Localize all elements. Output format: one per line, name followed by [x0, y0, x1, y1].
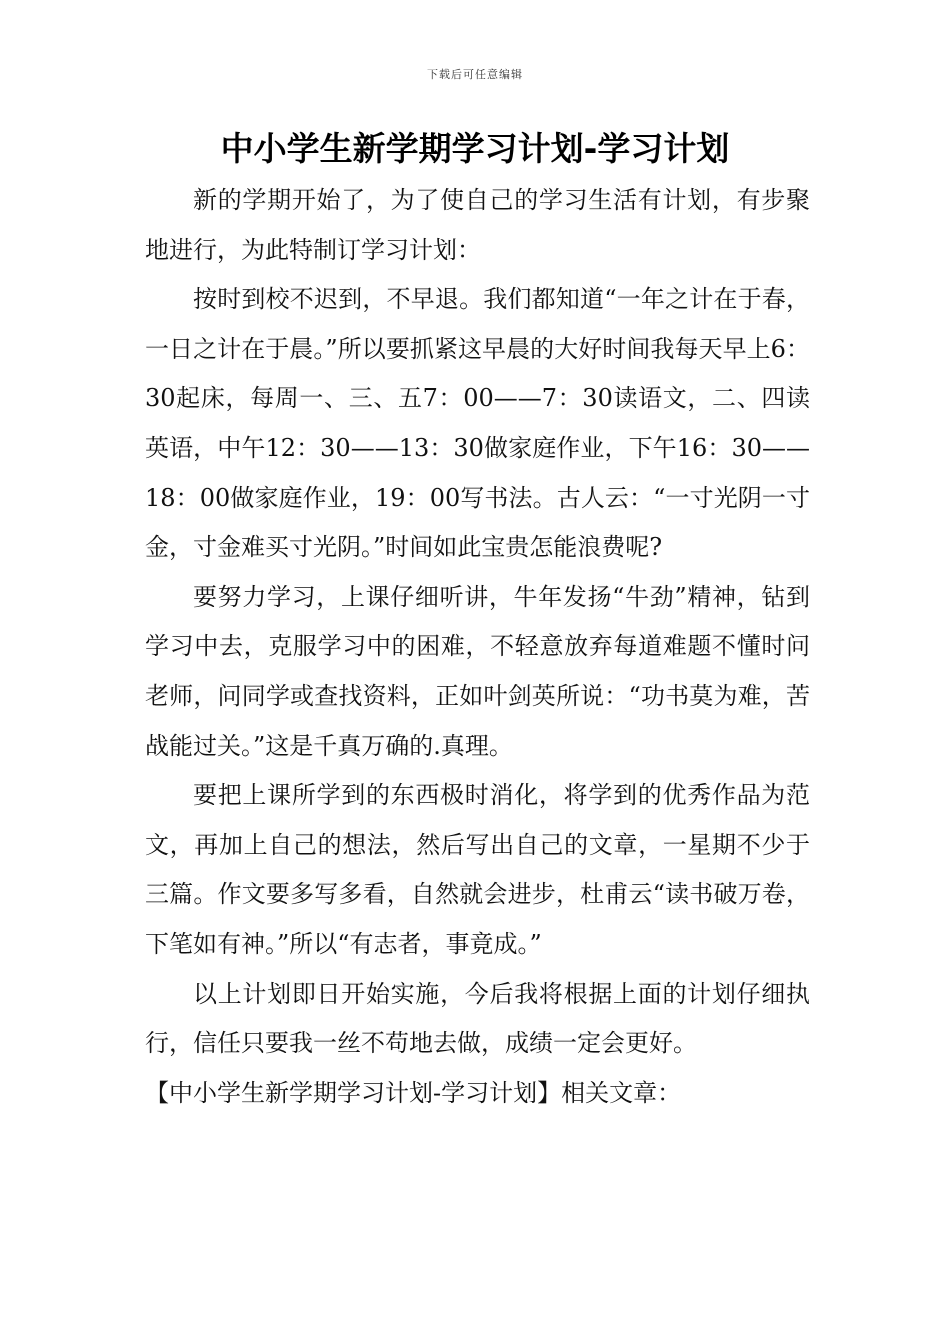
paragraph-writing: 要把上课所学到的东西极时消化，将学到的优秀作品为范文，再加上自己的想法，然后写出自己的文章，一星期不少于三篇。作文要多写多看，自然就会进步，杜甫云“读书破万卷，下笔如有神。”所以“有志者，事竟成。”	[145, 781, 810, 958]
paragraph-conclusion: 以上计划即日开始实施，今后我将根据上面的计划仔细执行，信任只要我一丝不苟地去做，成绩一定会更好。	[145, 979, 810, 1058]
paragraph-intro: 新的学期开始了，为了使自己的学习生活有计划，有步聚地进行，为此特制订学习计划：	[145, 186, 810, 264]
document-body	[145, 176, 810, 1118]
document-title: 中小学生新学期学习计划-学习计划	[220, 129, 730, 168]
related-articles-heading[interactable]: 【中小学生新学期学习计划-学习计划】相关文章：	[145, 1078, 682, 1107]
paragraph-schedule: 按时到校不迟到，不早退。我们都知道“一年之计在于春，一日之计在于晨。”所以要抓紧这早晨的大好时间我每天早上6：30起床，每周一、三、五7：00——7：30读语文，二、四读英语，中午12：30——13：30做家庭作业，下午16：30——18：00做家庭作业，19：00写书法。古人云：“一寸光阴一寸金，寸金难买寸光阴。”时间如此宝贵怎能浪费呢?	[145, 285, 810, 562]
header-note: 下载后可任意编辑	[427, 68, 523, 81]
paragraph-study: 要努力学习，上课仔细听讲，牛年发扬“牛劲”精神，钻到学习中去，克服学习中的困难，不轻意放弃每道难题不懂时问老师，问同学或查找资料，正如叶剑英所说：“功书莫为难，苦战能过关。”这是千真万确的.真理。	[145, 582, 810, 760]
